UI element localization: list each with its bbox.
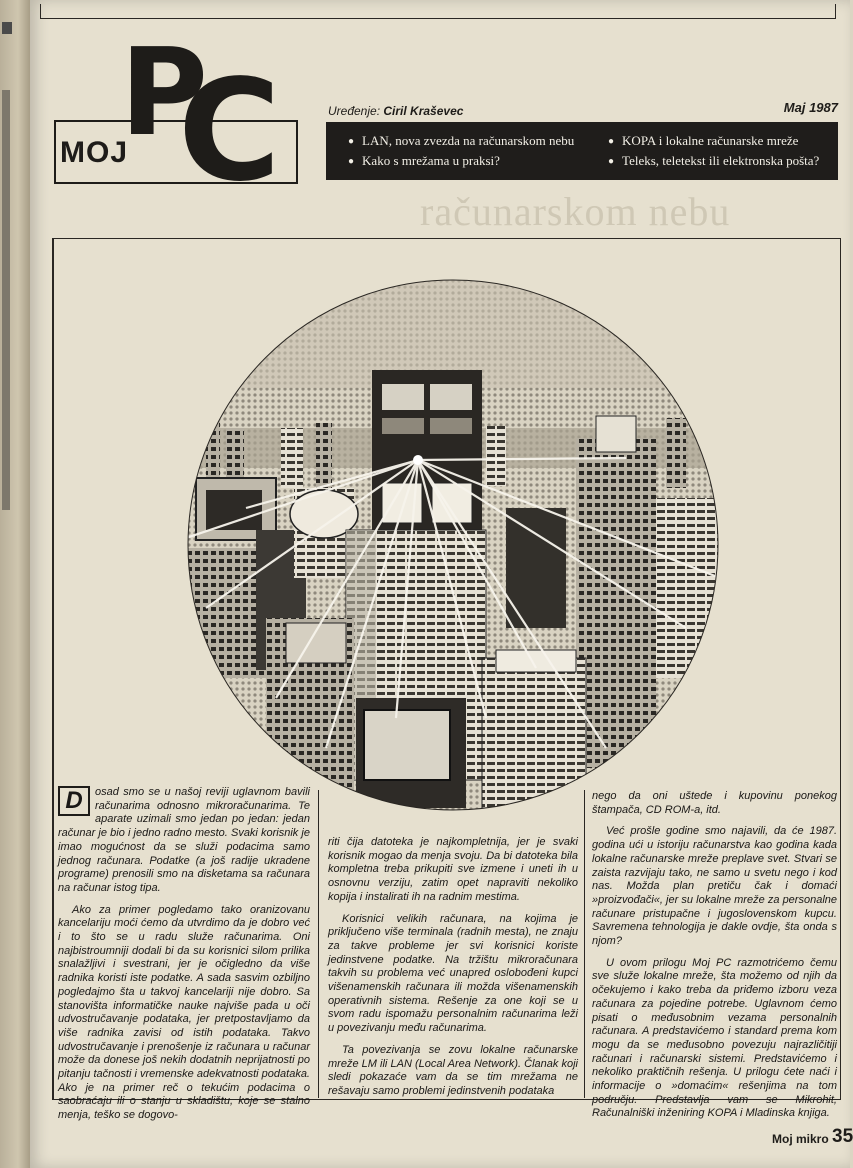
logo-moj: MOJ: [60, 136, 129, 169]
paragraph: Ako za primer pogledamo tako oranizovanu kancelariju moći ćemo da utvrdimo da je dobro već i to što se u radu služe računarima. Oni najbistroumniji dodali bi da su korisnici silom prilika snalažljivi i svestrani, jer je očigledno da više radnika koristi iste podatke. A sada sasvim ozbiljno pogledajmo šta u takvoj kancelariji nije dobro. Sa stanovišta informatičke nauke najviše pada u oči udvostručavanje podataka, jer pretpostavljamo da više radnika zavisi od istih podataka. Takvo udvostručavanje i prenošenje iz računara u računar može da donese još nekih dodatnih neprijatnosti po pitanju tačnosti i vremenske adekvatnosti podataka. Ako je na primer reč o tekućim podacima o saobraćaju ili o stanju u skladištu, koje se stalno menja, teško se dogovo-: [58, 903, 310, 1122]
topics-box: [326, 122, 838, 180]
logo-letter-c: C: [178, 50, 281, 213]
editor-credit: [328, 104, 463, 118]
paragraph: U ovom prilogu Moj PC razmotrićemo čemu sve služe lokalne mreže, šta možemo od njih da očekujemo i kako treba da priđemo izboru veza računara za pojedine potrebe. Uglavnom ćemo pisati o međusobnim vezama personalnih računara. A predstavićemo i standard prema kom mogu da se međusobno povezuju najrazličitiji računari i računarski sistemi. Predstavićemo i nekoliko praktičnih rešenja. U prilogu ćete naći i informacije o »domaćim« rešenjima na tom području. Predstavlja vam se Mikrohit, Računalniški inženiring KOPA i Mladinska knjiga.: [592, 956, 837, 1120]
paragraph: Korisnici velikih računara, na kojima je priključeno više terminala (radnih mesta), ne znaju za takve probleme jer svi korisnici koriste jedinstvene podatke. Na tržištu mikroračunara takvih su problema već unapred oslobođeni kupci višenamenskih računara ili možda višenamenskih operativnih sistema. Rešenje za one koji se u svom radu ispomažu personalnim računarima leži u povezivanju među računarima.: [328, 912, 578, 1035]
drop-cap: D: [58, 786, 90, 816]
building: [666, 418, 686, 488]
page-binding: [0, 0, 30, 1168]
building: [486, 426, 506, 486]
tower-panel: [382, 418, 424, 434]
topics-left-list: [348, 132, 574, 172]
topics-right-list: [608, 132, 819, 172]
paragraph-text: osad smo se u našoj reviji uglavnom bavili računarima odnosno mikroračunarima. Te aparate uzimali smo jedan po jedan: jedan računar je bio i jedno radno mesto. Svaki korisnik je imao mogućnost da se služi podacima samo jednog računara. Podatke (a još radije ukradene programe) prenosili smo na disketama sa računara na računar istog tipa.: [58, 786, 310, 894]
building: [206, 418, 220, 478]
paragraph: Već prošle godine smo najavili, da će 1987. godina ući u istoriju računarstva kao godina kada lokalne računarske mreže preplave svet. Stvari se zaista razvijaju tako, ne samo u svetu nego i kod nas. Možda plan pretiču čak i domaći »proizvođači«, jer su lokalne mreže za personalne računare pristupačne i jugoslovenskom kupcu. Savremena tehnologija je dakle ovdje, šta onda s njom?: [592, 825, 837, 948]
printer-building: [482, 658, 586, 808]
tower-panel: [430, 384, 472, 410]
magazine-name: Moj mikro: [772, 1132, 829, 1146]
building: [281, 428, 303, 488]
monitor-top: [596, 416, 636, 452]
column-rule: [318, 790, 319, 1098]
building: [316, 423, 332, 493]
issue-date: Maj 1987: [783, 100, 838, 115]
topic-item: ● Teleks, teletekst ili elektronska pošta?: [608, 152, 819, 172]
editor-name: Ciril Kraševec: [383, 104, 464, 118]
article-column-1: [58, 786, 310, 1131]
editor-label: Uređenje:: [328, 104, 381, 118]
tower-panel: [382, 384, 424, 410]
binding-notch: [2, 22, 12, 34]
paragraph: nego da oni uštede i kupovinu ponekog štampača, CD ROM-a, itd.: [592, 790, 837, 816]
logo-letter-p: P: [120, 24, 208, 163]
terminal-screen: [364, 710, 450, 780]
article-column-2: [328, 836, 578, 1107]
moj-pc-logo: [54, 24, 304, 213]
paragraph: Ta povezivanja se zovu lokalne računarske mreže LM ili LAN (Local Area Network). Članak koji sledi pokazaće vam da se tim mrežama ne rešavaju samo problemi jedinstvenih podataka: [328, 1043, 578, 1097]
article-column-3: [592, 790, 837, 1129]
tower-panel: [430, 418, 472, 434]
monitor-screen: [206, 490, 262, 530]
page-number: 35: [832, 1126, 853, 1147]
binding-edge: [2, 90, 10, 510]
city-network-illustration: [186, 278, 720, 812]
show-through-text: računarskom nebu: [420, 189, 731, 234]
top-rule: [40, 4, 836, 19]
paragraph: riti čija datoteka je najkompletnija, jer je svaki korisnik mogao da menja svoju. Da bi datoteka bila kompletna treba prikupiti sve izmene i uneti ih u osnovnu verziju, zatim opet napraviti nekoliko kopija i instalirati ih na radnim mestima.: [328, 836, 578, 903]
column-rule: [584, 790, 585, 1098]
printer-top: [496, 650, 576, 672]
topic-item: ● Kako s mrežama u praksi?: [348, 152, 574, 172]
paragraph: [58, 786, 310, 896]
topic-item: ● LAN, nova zvezda na računarskom nebu: [348, 132, 574, 152]
building: [656, 498, 720, 678]
topic-item: ● KOPA i lokalne računarske mreže: [608, 132, 819, 152]
